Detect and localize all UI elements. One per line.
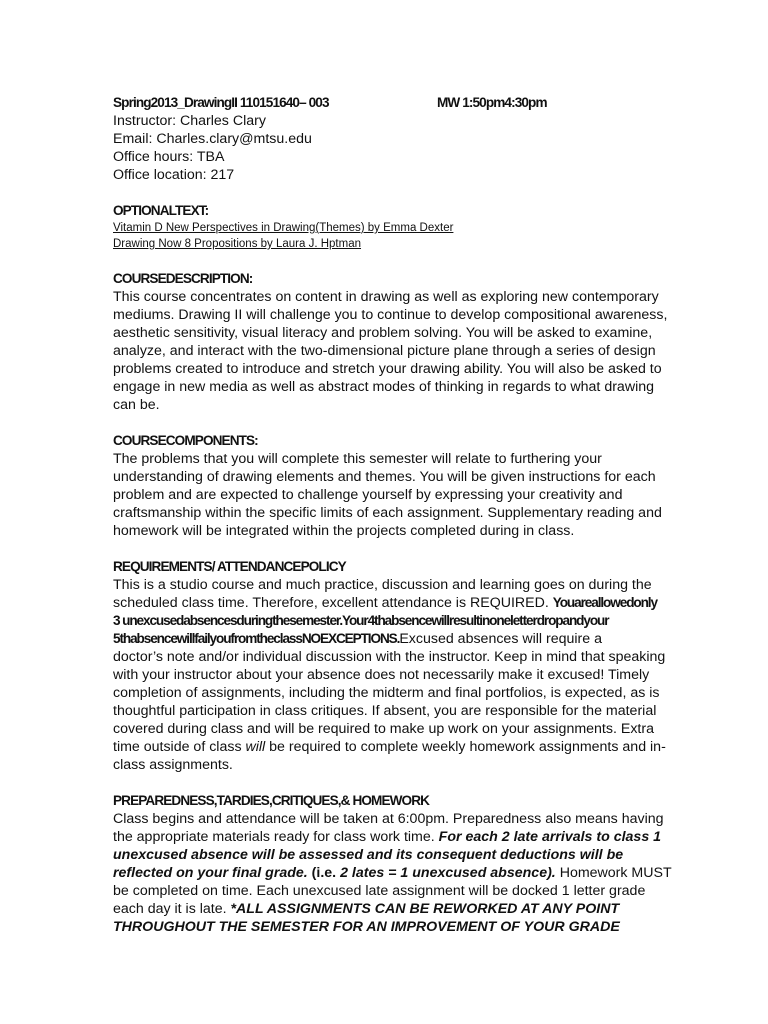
paragraph-line: 3 unexcusedabsencesduringthesemester.Your4thabsencewillresultinoneletterdropandyour [113, 613, 609, 628]
paragraph-line: unexcused absence will be assessed and its consequent deductions will be [113, 847, 624, 863]
paragraph-line: covered during class and will be required to make up work on your assignments. Extra [113, 721, 654, 737]
office-location: Office location: 217 [113, 167, 235, 183]
paragraph-line: This is a studio course and much practice, discussion and learning goes on during the [113, 577, 652, 593]
bold-text-run: 5thabsencewillfailyoufromtheclassNOEXCEPTIONS. [113, 631, 400, 646]
text-run: be required to complete weekly homework assignments and in- [265, 739, 666, 755]
paragraph-line: be completed on time. Each unexcused late assignment will be docked 1 letter grade [113, 883, 646, 899]
text-run: each day it is late. [113, 901, 231, 917]
paragraph-line: This course concentrates on content in drawing as well as exploring new contemporary [113, 289, 659, 305]
text-run: scheduled class time. Therefore, excellent attendance is REQUIRED. [113, 595, 553, 611]
paragraph-line: can be. [113, 397, 160, 413]
paragraph-line: analyze, and interact with the two-dimensional picture plane through a series of design [113, 343, 656, 359]
bold-italic-text-run: reflected on your final grade. [113, 865, 308, 881]
book-link[interactable]: Drawing Now 8 Propositions by Laura J. Hptman [113, 238, 362, 250]
paragraph-line: aesthetic sensitivity, visual literacy and problem solving. You will be asked to examine, [113, 325, 653, 341]
paragraph-line [113, 594, 708, 612]
course-components-heading: COURSECOMPONENTS: [113, 433, 258, 448]
paragraph-line: homework will be integrated within the projects completed during in class. [113, 523, 575, 539]
paragraph-line: mediums. Drawing II will challenge you to continue to develop compositional awareness, [113, 307, 668, 323]
paragraph-line [113, 828, 708, 846]
bold-text-run: (i.e. [307, 865, 337, 881]
office-hours: Office hours: TBA [113, 149, 225, 165]
course-header [113, 94, 708, 112]
bold-text-run: Youareallowedonly [552, 595, 657, 610]
course-title: Spring2013_DrawingII 110151640– 003 [113, 95, 329, 110]
paragraph-line [113, 738, 708, 756]
course-description-heading: COURSEDESCRIPTION: [113, 271, 253, 286]
paragraph-line: completion of assignments, including the midterm and final portfolios, is expected, as is [113, 685, 660, 701]
paragraph-line: with your instructor about your absence does not necessarily make it excused! Timely [113, 667, 650, 683]
paragraph-line: THROUGHOUT THE SEMESTER FOR AN IMPROVEMENT OF YOUR GRADE [113, 919, 620, 935]
paragraph-line: thoughtful participation in class critiques. If absent, you are responsible for the material [113, 703, 657, 719]
class-time: MW 1:50pm4:30pm [437, 95, 547, 110]
paragraph-line: The problems that you will complete this semester will relate to furthering your [113, 451, 602, 467]
book-link[interactable]: Vitamin D New Perspectives in Drawing(Themes) by Emma Dexter [113, 222, 454, 234]
bold-italic-text-run: For each 2 late arrivals to class 1 [438, 829, 662, 845]
text-run: Homework MUST [555, 865, 672, 881]
paragraph-line: doctor’s note and/or individual discussion with the instructor. Keep in mind that speaking [113, 649, 666, 665]
paragraph-line: understanding of drawing elements and themes. You will be given instructions for each [113, 469, 656, 485]
paragraph-line: engage in new media as well as abstract modes of thinking in regards to what drawing [113, 379, 655, 395]
optional-text-heading: OPTIONALTEXT: [113, 203, 209, 218]
paragraph-line [113, 900, 708, 918]
bold-italic-text-run: *ALL ASSIGNMENTS CAN BE REWORKED AT ANY POINT [230, 901, 620, 917]
paragraph-line: problems created to introduce and stretch your drawing ability. You will also be asked to [113, 361, 662, 377]
paragraph-line: Class begins and attendance will be taken at 6:00pm. Preparedness also means having [113, 811, 664, 827]
italic-text-run: will [245, 739, 266, 755]
preparedness-heading: PREPAREDNESS,TARDIES,CRITIQUES,& HOMEWORK [113, 793, 430, 808]
paragraph-line [113, 630, 708, 648]
bold-italic-text-run: 2 lates = 1 unexcused absence). [336, 865, 556, 881]
paragraph-line: craftsmanship within the specific limits of each assignment. Supplementary reading and [113, 505, 662, 521]
attendance-heading: REQUIREMENTS/ ATTENDANCEPOLICY [113, 559, 346, 574]
instructor-name: Instructor: Charles Clary [113, 113, 266, 129]
text-run: the appropriate materials ready for class work time. [113, 829, 439, 845]
instructor-email: Email: Charles.clary@mtsu.edu [113, 131, 312, 147]
paragraph-line: class assignments. [113, 757, 233, 773]
text-run: Excused absences will require a [399, 631, 602, 647]
paragraph-line: problem and are expected to challenge yourself by expressing your creativity and [113, 487, 623, 503]
text-run: time outside of class [113, 739, 246, 755]
paragraph-line [113, 864, 708, 882]
